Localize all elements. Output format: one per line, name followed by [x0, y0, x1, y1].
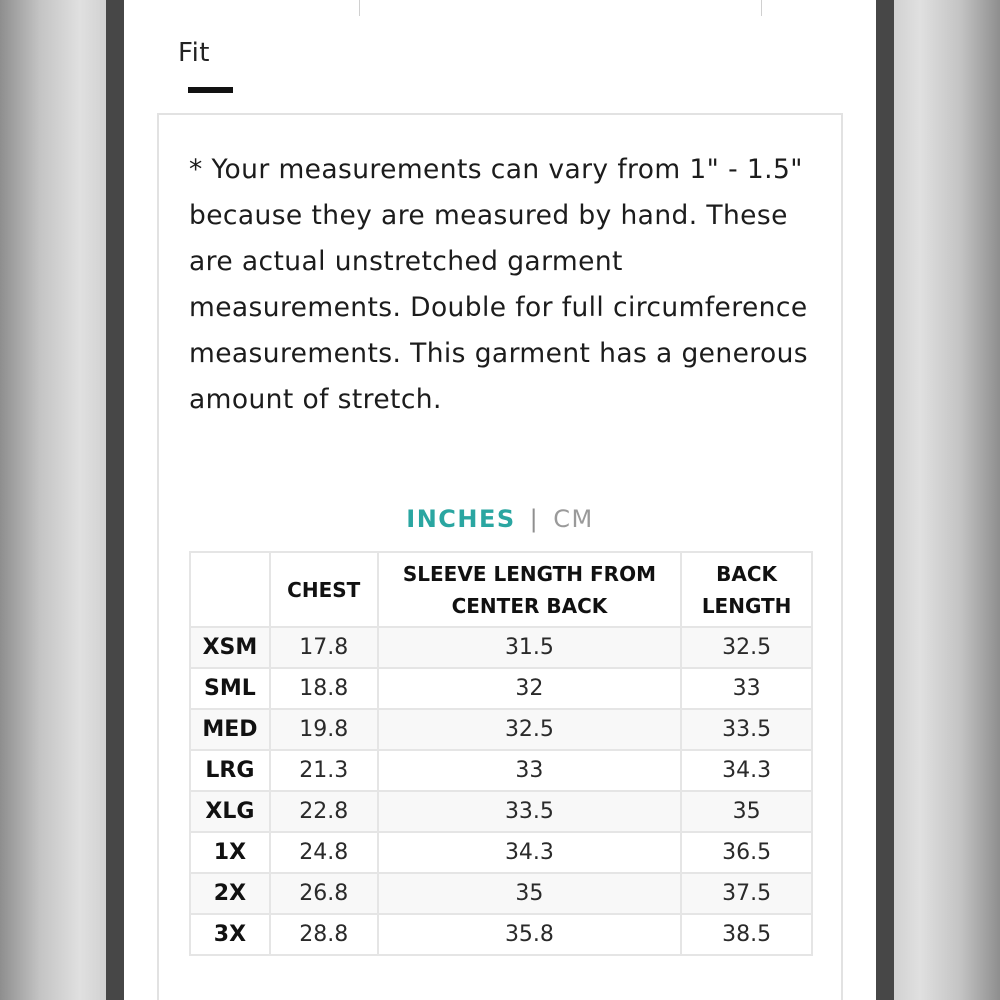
chest-value: 19.8 — [270, 709, 378, 750]
unit-toggle — [159, 505, 841, 533]
top-divider — [761, 0, 762, 16]
back-value: 34.3 — [681, 750, 812, 791]
table-header-row — [190, 552, 812, 627]
back-value: 33.5 — [681, 709, 812, 750]
header-sleeve-length — [378, 552, 682, 627]
size-label: LRG — [190, 750, 270, 791]
table-row — [190, 668, 812, 709]
size-label: 2X — [190, 873, 270, 914]
fit-panel — [157, 113, 843, 1000]
unit-separator: | — [529, 505, 540, 533]
header-chest: CHEST — [270, 552, 378, 627]
size-label: MED — [190, 709, 270, 750]
tab-fit-active-indicator — [188, 87, 233, 93]
table-row — [190, 750, 812, 791]
unit-inches-button[interactable]: INCHES — [406, 505, 516, 533]
sleeve-value: 33 — [378, 750, 682, 791]
table-row — [190, 709, 812, 750]
top-divider — [359, 0, 360, 16]
size-label: SML — [190, 668, 270, 709]
table-row — [190, 832, 812, 873]
back-value: 37.5 — [681, 873, 812, 914]
header-size — [190, 552, 270, 627]
chest-value: 22.8 — [270, 791, 378, 832]
header-back-line2: LENGTH — [701, 593, 792, 618]
header-back-line1: BACK — [716, 561, 778, 586]
table-row — [190, 914, 812, 955]
screen — [124, 0, 876, 1000]
table-row — [190, 873, 812, 914]
chest-value: 28.8 — [270, 914, 378, 955]
header-sleeve-line1: SLEEVE LENGTH FROM — [402, 561, 656, 586]
chest-value: 21.3 — [270, 750, 378, 791]
table-row — [190, 627, 812, 668]
sleeve-value: 31.5 — [378, 627, 682, 668]
sleeve-value: 34.3 — [378, 832, 682, 873]
sleeve-value: 35 — [378, 873, 682, 914]
back-value: 33 — [681, 668, 812, 709]
sleeve-value: 32.5 — [378, 709, 682, 750]
chest-value: 26.8 — [270, 873, 378, 914]
tab-fit[interactable]: Fit — [178, 38, 210, 68]
header-back-length — [681, 552, 812, 627]
table-row — [190, 791, 812, 832]
back-value: 38.5 — [681, 914, 812, 955]
chest-value: 24.8 — [270, 832, 378, 873]
back-value: 35 — [681, 791, 812, 832]
size-label: 1X — [190, 832, 270, 873]
sleeve-value: 32 — [378, 668, 682, 709]
size-chart-table — [189, 551, 813, 956]
chest-value: 18.8 — [270, 668, 378, 709]
back-value: 32.5 — [681, 627, 812, 668]
size-label: XLG — [190, 791, 270, 832]
sleeve-value: 33.5 — [378, 791, 682, 832]
chest-value: 17.8 — [270, 627, 378, 668]
size-label: XSM — [190, 627, 270, 668]
unit-cm-button[interactable]: CM — [553, 505, 594, 533]
measurement-note: * Your measurements can vary from 1" - 1.5" because they are measured by hand. These are actual unstretched garment measurements. Double for full circumference measurements. This garment has a generous amount of stretch. — [189, 154, 809, 415]
back-value: 36.5 — [681, 832, 812, 873]
sleeve-value: 35.8 — [378, 914, 682, 955]
header-sleeve-line2: CENTER BACK — [451, 593, 608, 618]
size-label: 3X — [190, 914, 270, 955]
